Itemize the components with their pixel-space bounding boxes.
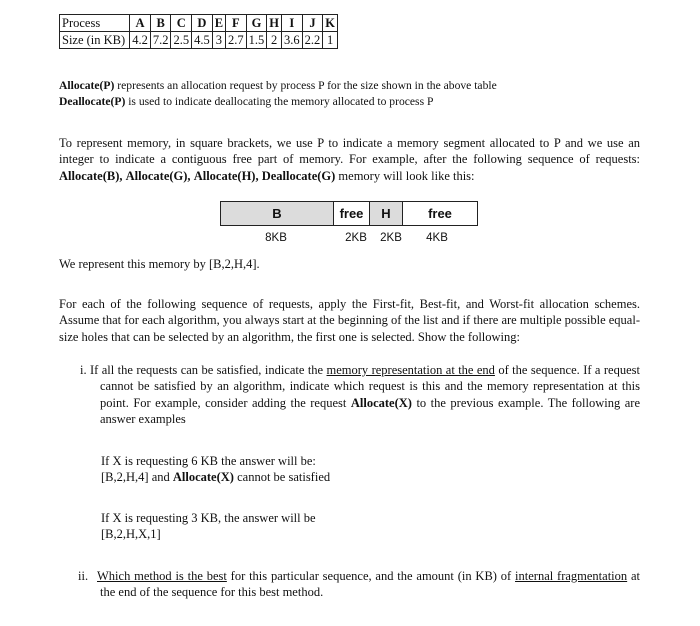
allocate-term: Allocate(P) [59, 79, 115, 92]
segment-size-label: 8KB [265, 232, 287, 244]
example-1 [101, 453, 330, 486]
process-cell: A [130, 15, 151, 32]
request-deallocate-g: Deallocate(G) [261, 168, 336, 183]
intro-paragraph [59, 135, 640, 184]
item-ii-text1: for this particular sequence, and the amount (in KB) of [226, 569, 516, 583]
size-cell: 3 [212, 32, 225, 49]
example-1-line2-bold: Allocate(X) [172, 470, 234, 485]
example-2 [101, 510, 316, 543]
process-row [60, 15, 338, 32]
example-1-line1: If X is requesting 6 KB the answer will be: [101, 454, 316, 468]
item-i-number: i. [80, 363, 87, 377]
size-cell: 4.2 [130, 32, 151, 49]
size-cell: 3.6 [282, 32, 303, 49]
size-cell: 2.5 [171, 32, 192, 49]
request-allocate-g: Allocate(G), [125, 168, 191, 183]
segment-size-label: 2KB [380, 232, 402, 244]
item-ii-number: ii. [78, 569, 89, 583]
size-row-label: Size (in KB) [60, 32, 130, 49]
item-i-text2: of the sequence. If a request cannot be satisfied by an algorithm, indicate which request is this and the memory representation at this point. For example, consider adding the request [100, 363, 640, 410]
memory-diagram [220, 201, 478, 226]
example-1-line2-b: cannot be satisfied [233, 470, 331, 485]
example-2-line1: If X is requesting 3 KB, the answer will be [101, 511, 316, 525]
example-2-line2: [B,2,H,X,1] [101, 527, 161, 542]
item-i-text1: If all the requests can be satisfied, indicate the [90, 363, 327, 377]
process-cell: H [267, 15, 282, 32]
deallocate-desc: is used to indicate deallocating the memory allocated to process P [125, 94, 434, 108]
example-1-line2 [101, 469, 330, 485]
item-i-underline: memory representation at the end [326, 363, 495, 377]
task-paragraph: For each of the following sequence of requests, apply the First-fit, Best-fit, and Worst-fit allocation schemes. Assume that for each algorithm, you always start at the beginning of the list and if there are multiple possible equal-size holes that can be selected by an algorithm, the first one is selected. Show the following: [59, 297, 640, 344]
process-row-label: Process [60, 15, 130, 32]
size-cell: 7.2 [150, 32, 171, 49]
size-cell: 1.5 [246, 32, 267, 49]
definitions [59, 78, 659, 109]
request-allocate-h: Allocate(H), [193, 168, 259, 183]
process-cell: K [323, 15, 338, 32]
process-cell: J [302, 15, 323, 32]
process-cell: I [282, 15, 303, 32]
represent-line: We represent this memory by [B,2,H,4]. [59, 257, 260, 271]
example-1-line2-a: [B,2,H,4] and [101, 470, 173, 485]
process-cell: F [226, 15, 247, 32]
memory-segment-free: free [333, 202, 369, 225]
process-cell: D [192, 15, 213, 32]
intro-text: To represent memory, in square brackets, we use P to indicate a memory segment allocated to P and we use an integer to indicate a contiguous free part of memory. For example, after the following sequence of requests: [59, 136, 640, 167]
allocate-definition [59, 78, 659, 94]
memory-segment-free: free [402, 202, 477, 225]
process-size-table [59, 14, 338, 49]
size-cell: 1 [323, 32, 338, 49]
item-ii-underline-2: internal fragmentation [515, 569, 628, 583]
process-cell: B [150, 15, 171, 32]
deallocate-term: Deallocate(P) [59, 94, 126, 108]
allocate-desc: represents an allocation request by process P for the size shown in the above table [114, 79, 497, 92]
memory-segment-h: H [369, 202, 402, 225]
process-cell: G [246, 15, 267, 32]
memory-segment-b: B [221, 202, 333, 225]
segment-size-label: 4KB [426, 232, 448, 244]
item-ii-text [97, 568, 641, 601]
item-i-text [90, 362, 640, 428]
intro-text-end: memory will look like this: [335, 168, 475, 183]
item-ii-underline-1: Which method is the best [97, 569, 227, 583]
size-cell: 4.5 [192, 32, 213, 49]
item-ii-text2: at the end of the sequence for this best method. [100, 569, 641, 600]
process-cell: E [212, 15, 225, 32]
deallocate-definition [59, 94, 659, 110]
size-cell: 2.7 [226, 32, 247, 49]
segment-size-label: 2KB [345, 232, 367, 244]
item-i-bold: Allocate(X) [350, 395, 412, 410]
process-cell: C [171, 15, 192, 32]
size-row [60, 32, 338, 49]
item-i-text3: to the previous example. The following are answer examples [100, 395, 640, 427]
request-allocate-b: Allocate(B), [59, 168, 123, 183]
size-cell: 2.2 [302, 32, 323, 49]
size-cell: 2 [267, 32, 282, 49]
